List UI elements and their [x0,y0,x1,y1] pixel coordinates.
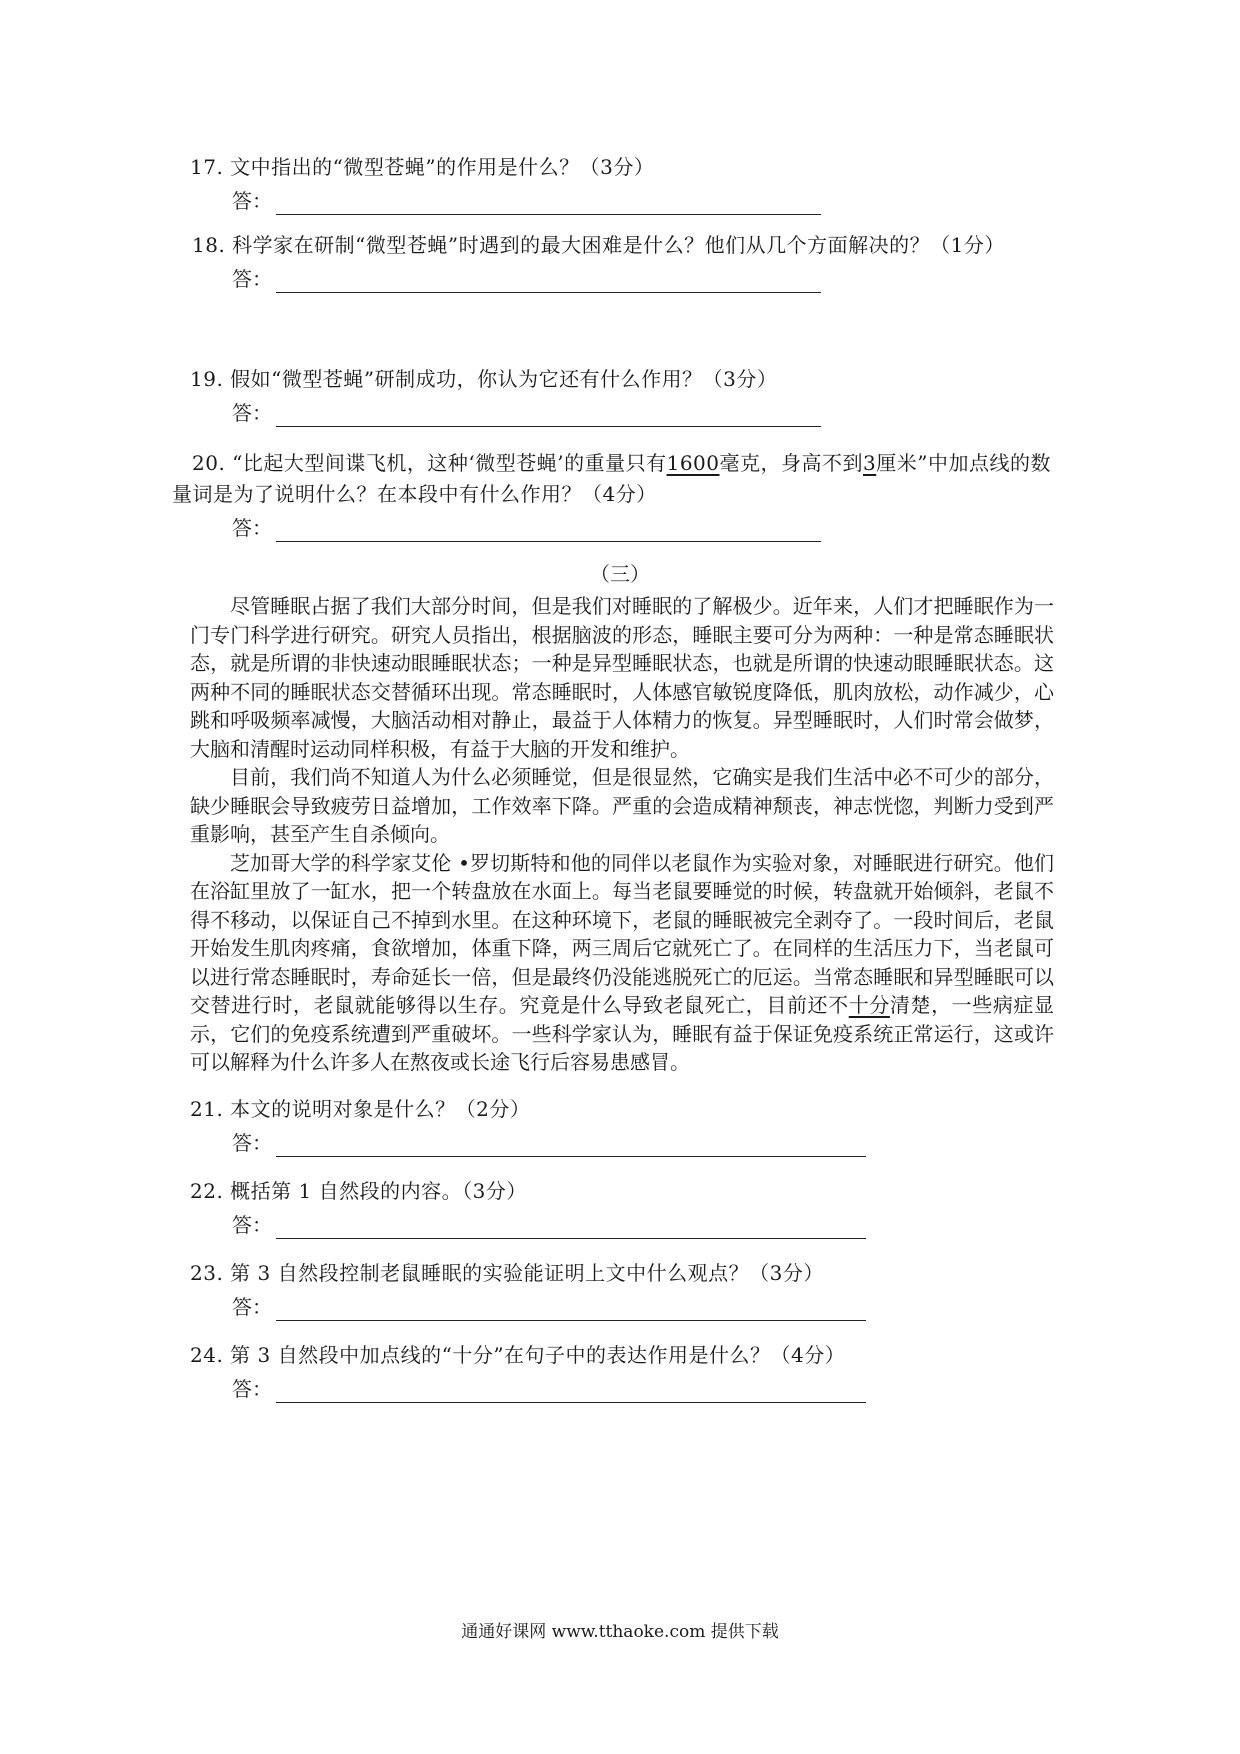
question-17 [190,152,1070,215]
answer-line-24[interactable] [276,1382,866,1403]
underlined-number-1600: 1600 [666,451,720,475]
answer-line-17[interactable] [276,194,821,215]
question-24-text: 24. 第 3 自然段中加点线的“十分”在句子中的表达作用是什么？（4分） [190,1343,846,1367]
paragraph-3-part-2: 清楚，一些病症显示，它们的免疫系统遭到严重破坏。一些科学家认为，睡眠有益于保证免疫系统正常运行，这或许可以解释为什么许多人在熬夜或长途飞行后容易患感冒。 [190,993,1055,1074]
question-20-text [172,448,1052,510]
answer-line-23[interactable] [276,1300,866,1321]
answer-line-21[interactable] [276,1136,866,1157]
question-19 [190,364,1070,427]
paragraph-3-part-1: 芝加哥大学的科学家艾伦 •罗切斯特和他的同伴以老鼠作为实验对象，对睡眠进行研究。他们在浴缸里放了一缸水，把一个转盘放在水面上。每当老鼠要睡觉的时候，转盘就开始倾斜，老鼠不得不移动，以保证自己不掉到水里。在这种环境下，老鼠的睡眠被完全剥夺了。一段时间后，老鼠开始发生肌肉疼痛，食欲增加，体重下降，两三周后它就死亡了。在同样的生活压力下，当老鼠可以进行常态睡眠时，寿命延长一倍，但是最终仍没能逃脱死亡的厄运。当常态睡眠和异型睡眠可以交替进行时，老鼠就能够得以生存。究竟是什么导致老鼠死亡，目前还不 [190,850,1054,1017]
answer-line-22[interactable] [276,1218,866,1239]
underlined-number-3: 3 [863,451,877,475]
question-22 [190,1176,1070,1239]
underlined-word-shifen: 十分 [848,993,890,1017]
question-21-text: 21. 本文的说明对象是什么？（2分） [190,1097,531,1121]
question-24 [190,1340,1070,1403]
question-21 [190,1094,1070,1157]
answer-label: 答： [232,401,272,425]
page-footer: 通通好课网 www.tthaoke.com 提供下载 [461,1622,779,1642]
question-22-text: 22. 概括第 1 自然段的内容。（3分） [190,1179,527,1203]
question-18-text: 18. 科学家在研制“微型苍蝇”时遇到的最大困难是什么？他们从几个方面解决的？（1分） [192,233,1005,257]
answer-row-17 [232,183,1070,215]
answer-label: 答： [232,267,272,291]
answer-row-19 [232,395,1070,427]
answer-label: 答： [232,1131,272,1155]
section-title: （三） [590,562,650,586]
question-20-part-1: 20. “比起大型间谍飞机，这种‘微型苍蝇’的重量只有 [192,451,667,475]
question-17-text: 17. 文中指出的“微型苍蝇”的作用是什么？（3分） [190,155,655,179]
answer-label: 答： [232,189,272,213]
answer-row-22 [232,1207,1070,1239]
answer-line-20[interactable] [276,521,821,542]
question-19-text: 19. 假如“微型苍蝇”研制成功，你认为它还有什么作用？（3分） [190,367,778,391]
question-23-text: 23. 第 3 自然段控制老鼠睡眠的实验能证明上文中什么观点？（3分） [190,1261,824,1285]
answer-label: 答： [232,1213,272,1237]
answer-line-19[interactable] [276,406,821,427]
answer-row-24 [232,1371,1070,1403]
answer-row-21 [232,1125,1070,1157]
question-20 [172,448,1052,542]
question-20-part-3: 厘米”中加点线的数量词是为了说明什么？在本段中有什么作用？（4分） [172,451,1051,506]
question-18 [172,230,1052,293]
answer-label: 答： [232,1377,272,1401]
answer-label: 答： [232,1295,272,1319]
question-23 [190,1258,1070,1321]
answer-row-23 [232,1289,1070,1321]
passage-paragraph-3 [190,849,1054,1077]
answer-row-18 [232,261,1052,293]
answer-line-18[interactable] [276,272,821,293]
question-20-part-2: 毫克，身高不到 [719,451,864,475]
passage-paragraph-2: 目前，我们尚不知道人为什么必须睡觉，但是很显然，它确实是我们生活中必不可少的部分，缺少睡眠会导致疲劳日益增加，工作效率下降。严重的会造成精神颓丧，神志恍惚，判断力受到严重影响，甚至产生自杀倾向。 [190,765,1054,846]
answer-label: 答： [232,516,272,540]
answer-row-20 [232,510,1052,542]
passage-paragraph-1: 尽管睡眠占据了我们大部分时间，但是我们对睡眠的了解极少。近年来，人们才把睡眠作为一门专门科学进行研究。研究人员指出，根据脑波的形态，睡眠主要可分为两种：一种是常态睡眠状态，就是所谓的非快速动眼睡眠状态；一种是异型睡眠状态，也就是所谓的快速动眼睡眠状态。这两种不同的睡眠状态交替循环出现。常态睡眠时，人体感官敏锐度降低，肌肉放松，动作减少，心跳和呼吸频率减慢，大脑活动相对静止，最益于人体精力的恢复。异型睡眠时，人们时常会做梦，大脑和清醒时运动同样积极，有益于大脑的开发和维护。 [190,594,1054,761]
reading-passage [190,592,1054,1077]
